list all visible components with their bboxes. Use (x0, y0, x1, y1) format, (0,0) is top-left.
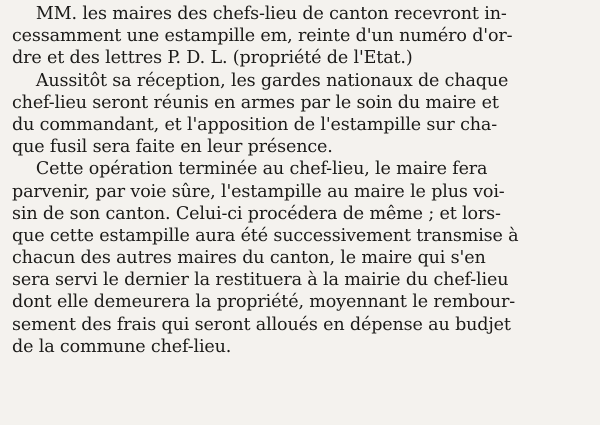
text-line: dre et des lettres P. D. L. (propriété de l'Etat.) (12, 48, 413, 69)
text-line: cessamment une estampille em, reinte d'un numéro d'or- (12, 26, 513, 47)
paragraph-1 (12, 3, 592, 70)
text-line: chef-lieu seront réunis en armes par le soin du maire et (12, 92, 499, 113)
text-line: du commandant, et l'apposition de l'estampille sur cha- (12, 114, 498, 135)
article-text (12, 3, 592, 358)
paragraph-3 (12, 158, 592, 358)
text-line: Cette opération terminée au chef-lieu, le maire fera (35, 159, 488, 180)
text-line: parvenir, par voie sûre, l'estampille au maire le plus voi- (12, 181, 505, 202)
text-line: de la commune chef-lieu. (12, 336, 232, 357)
text-line: sera servi le dernier la restituera à la mairie du chef-lieu (12, 270, 509, 291)
text-line: sement des frais qui seront alloués en dépense au budjet (12, 314, 511, 335)
text-line: dont elle demeurera la propriété, moyennant le rembour- (12, 292, 515, 313)
text-line: sin de son canton. Celui-ci procédera de même ; et lors- (12, 203, 501, 224)
text-line: que cette estampille aura été successivement transmise à (12, 225, 519, 246)
paragraph-2 (12, 70, 592, 159)
text-line: que fusil sera faite en leur présence. (12, 137, 333, 158)
text-line: chacun des autres maires du canton, le maire qui s'en (12, 248, 486, 269)
text-line: MM. les maires des chefs-lieu de canton recevront in- (35, 4, 507, 24)
text-line: Aussitôt sa réception, les gardes nationaux de chaque (35, 70, 509, 91)
